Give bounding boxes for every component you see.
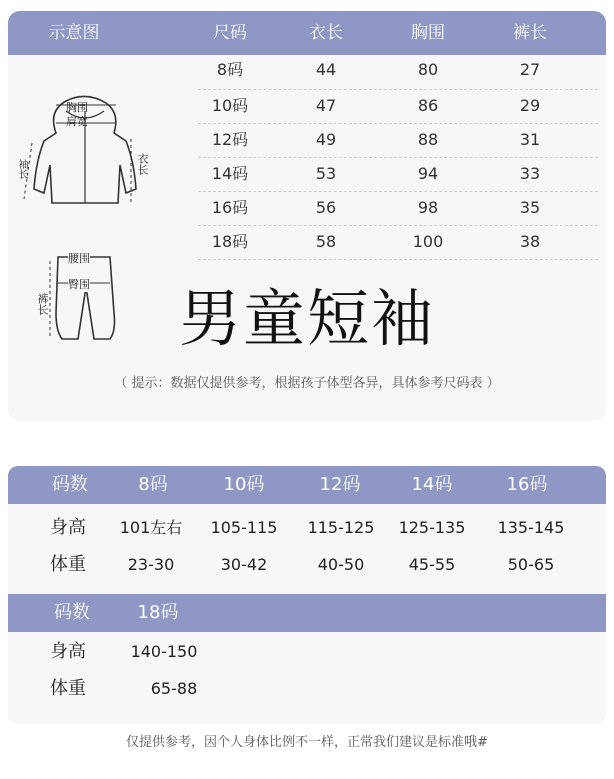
cell-pants-length: 33 <box>519 164 541 183</box>
cell-pants-length: 35 <box>519 198 541 217</box>
header-diagram: 示意图 <box>48 23 100 43</box>
size-row <box>196 157 606 191</box>
cell-pants-length: 31 <box>519 130 541 149</box>
cell-pants-length: 29 <box>519 96 541 115</box>
size-tip: （ 提示：数据仅提供参考，根据孩子体型各异，具体参考尺码表 ） <box>114 376 500 391</box>
cell-chest: 88 <box>417 130 439 149</box>
size-row <box>196 89 606 123</box>
cell-chest: 86 <box>417 96 439 115</box>
size-row <box>196 53 606 87</box>
size-chart-header <box>8 11 606 55</box>
size-row <box>196 191 606 225</box>
cell-length: 49 <box>315 130 337 149</box>
size-row <box>196 123 606 157</box>
cell-length: 53 <box>315 164 337 183</box>
height-cell: 140-150 <box>130 642 198 661</box>
cell-size: 14码 <box>211 164 249 183</box>
header-pants-length: 裤长 <box>513 23 547 43</box>
cell-pants-length: 38 <box>519 232 541 251</box>
label-sleeve: 袖长 <box>16 159 27 179</box>
product-title: 男童短袖 <box>178 282 435 355</box>
weight-cell: 40-50 <box>317 555 365 574</box>
row-divider <box>198 259 598 260</box>
cell-chest: 98 <box>417 198 439 217</box>
cell-size: 16码 <box>211 198 249 217</box>
header-size: 尺码 <box>213 23 247 43</box>
bottom-note: 仅提供参考，因个人身体比例不一样，正常我们建议是标准哦# <box>126 735 488 750</box>
cell-chest: 94 <box>417 164 439 183</box>
label-chest: 胸围 <box>66 101 88 114</box>
weight-row <box>8 546 606 584</box>
header-size-12: 12码 <box>319 474 361 495</box>
header-length: 衣长 <box>309 23 343 43</box>
height-weight-header-2 <box>8 594 606 632</box>
label-length: 衣长 <box>136 153 149 175</box>
height-weight-card <box>8 466 606 724</box>
label-waist: 腰围 <box>68 252 90 265</box>
weight-cell: 23-30 <box>127 555 175 574</box>
cell-chest: 80 <box>417 60 439 79</box>
cell-pants-length: 27 <box>519 60 541 79</box>
cell-size: 10码 <box>211 96 249 115</box>
header-size-8: 8码 <box>138 474 168 495</box>
height-cell: 125-135 <box>398 518 466 537</box>
cell-size: 12码 <box>211 130 249 149</box>
cell-length: 47 <box>315 96 337 115</box>
cell-length: 56 <box>315 198 337 217</box>
weight-cell: 45-55 <box>408 555 456 574</box>
height-cell: 101左右 <box>119 518 183 537</box>
weight-label: 体重 <box>50 554 86 575</box>
size-chart-card <box>8 11 606 421</box>
height-row <box>8 509 606 547</box>
label-shoulder: 肩宽 <box>66 115 88 128</box>
weight-label-2: 体重 <box>50 678 86 699</box>
cell-length: 58 <box>315 232 337 251</box>
label-pants-length: 裤长 <box>36 293 49 315</box>
height-weight-header <box>8 466 606 504</box>
weight-row-2 <box>8 670 606 708</box>
height-cell: 135-145 <box>497 518 565 537</box>
weight-cell: 30-42 <box>220 555 268 574</box>
height-label-2: 身高 <box>50 641 86 662</box>
height-cell: 105-115 <box>210 518 278 537</box>
header-size-count-2: 码数 <box>54 602 90 623</box>
label-hip: 臀围 <box>68 278 90 291</box>
size-row <box>196 225 606 259</box>
cell-size: 18码 <box>211 232 249 251</box>
header-size-10: 10码 <box>223 474 265 495</box>
cell-length: 44 <box>315 60 337 79</box>
height-label: 身高 <box>50 517 86 538</box>
header-size-count: 码数 <box>52 474 88 495</box>
weight-cell: 50-65 <box>507 555 555 574</box>
height-row-2 <box>8 633 606 671</box>
header-size-18: 18码 <box>137 602 179 623</box>
header-size-14: 14码 <box>411 474 453 495</box>
header-chest: 胸围 <box>411 23 445 43</box>
header-size-16: 16码 <box>506 474 548 495</box>
weight-cell: 65-88 <box>150 679 198 698</box>
cell-size: 8码 <box>216 60 244 79</box>
cell-chest: 100 <box>412 232 444 251</box>
height-cell: 115-125 <box>307 518 375 537</box>
